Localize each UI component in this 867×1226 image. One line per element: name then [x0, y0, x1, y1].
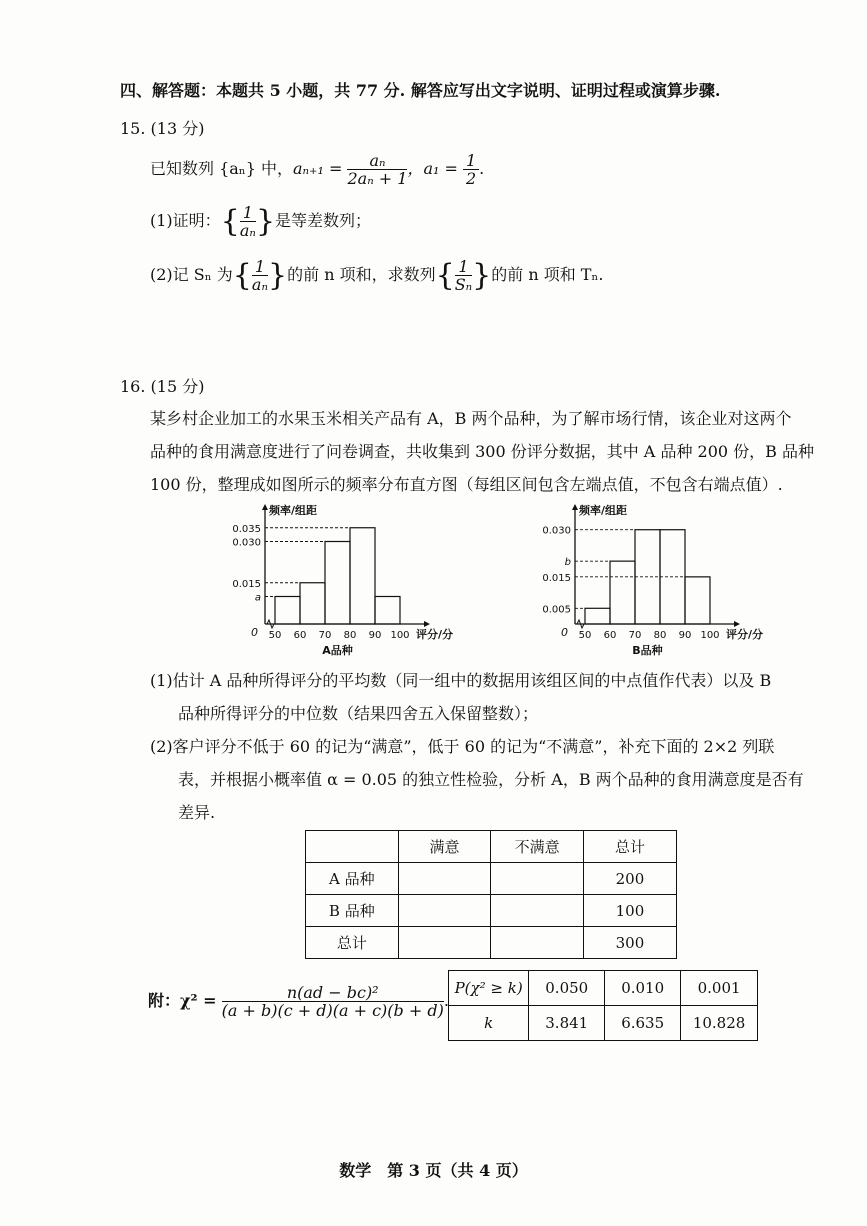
q15-recurrence-fraction	[347, 152, 407, 187]
table-cell	[398, 863, 491, 895]
histogram-bar	[375, 597, 400, 625]
origin-label: 0	[561, 626, 568, 639]
chi-square-end: .	[443, 991, 449, 1010]
table-cell: B 品种	[306, 895, 399, 927]
q15-part2-mid: 的前 n 项和，求数列	[287, 265, 436, 284]
x-tick-label: 90	[368, 630, 382, 641]
q16-part1-line1: (1)估计 A 品种所得评分的平均数（同一组中的数据用该组区间的中点值作代表）以及 B	[150, 671, 772, 690]
table-cell: 10.828	[681, 1006, 758, 1041]
table-cell: 3.841	[529, 1006, 605, 1041]
q15-part1	[150, 204, 371, 239]
y-axis-label: 频率/组距	[269, 504, 318, 517]
q15-recurrence-den: 2aₙ + 1	[347, 169, 408, 188]
left-brace-icon: {	[232, 257, 252, 293]
x-axis-arrow-icon	[734, 621, 740, 627]
y-tick-label: 0.035	[232, 523, 261, 535]
histogram-bar	[585, 608, 610, 624]
q15-a1-num: 1	[463, 152, 479, 170]
appendix-label: 附：χ² =	[148, 991, 217, 1010]
left-brace-icon: {	[220, 203, 240, 239]
table-row	[449, 971, 758, 1006]
table-cell: 0.010	[605, 971, 681, 1006]
x-tick-label: 50	[268, 630, 282, 641]
y-axis-arrow-icon	[572, 504, 578, 510]
q16-part1-line2: 品种所得评分的中位数（结果四舍五入保留整数）；	[178, 704, 539, 723]
x-axis-label: 评分/分	[416, 628, 454, 641]
chi-square-fraction	[222, 984, 444, 1019]
q15-part2-fraction1	[252, 258, 268, 293]
table-cell	[398, 927, 491, 959]
origin-label: 0	[251, 626, 258, 639]
histogram-bar	[325, 542, 350, 625]
q16-part2-line1: (2)客户评分不低于 60 的记为“满意”，低于 60 的记为“不满意”，补充下面的 2×2 列联	[150, 737, 775, 756]
q15-part1-fraction	[240, 204, 256, 239]
table-cell	[306, 831, 399, 863]
table-cell: 满意	[398, 831, 491, 863]
q15-recurrence-num: aₙ	[347, 152, 407, 170]
table-cell: 0.050	[529, 971, 605, 1006]
right-brace-icon: }	[255, 203, 276, 239]
q15-part2-frac2-num: 1	[455, 258, 472, 276]
right-brace-icon: }	[472, 257, 492, 293]
y-tick-label: 0.030	[542, 525, 571, 537]
q15-part1-num: 1	[240, 204, 256, 222]
table-cell: P(χ² ≥ k)	[449, 971, 529, 1006]
table-row	[306, 895, 677, 927]
q16-part2-line2: 表，并根据小概率值 α = 0.05 的独立性检验，分析 A，B 两个品种的食用满意度是否有	[178, 770, 804, 789]
q15-formula-mid: ，a₁ =	[407, 159, 458, 178]
x-tick-label: 70	[628, 630, 642, 641]
chi-square-den: (a + b)(c + d)(a + c)(b + d)	[221, 1001, 444, 1020]
histogram-b	[525, 498, 785, 658]
table-cell: 6.635	[605, 1006, 681, 1041]
x-tick-label: 80	[343, 630, 357, 641]
q15-part1-den: aₙ	[239, 221, 256, 240]
table-cell: 不满意	[491, 831, 584, 863]
q15-intro-prefix: 已知数列 {aₙ} 中，	[150, 159, 293, 178]
table-cell: A 品种	[306, 863, 399, 895]
q15-a1-den: 2	[465, 169, 477, 188]
table-cell: 200	[583, 863, 676, 895]
section-heading: 四、解答题：本题共 5 小题，共 77 分. 解答应写出文字说明、证明过程或演算步骤.	[120, 81, 721, 100]
table-cell: 100	[583, 895, 676, 927]
q15-formula-end: .	[479, 159, 485, 178]
q15-part2-suffix: 的前 n 项和 Tₙ.	[491, 265, 604, 284]
x-tick-label: 100	[700, 630, 720, 641]
q15-formula-lhs: aₙ₊₁ =	[293, 159, 343, 178]
chart-title: A品种	[322, 644, 353, 657]
y-tick-label: 0.030	[232, 537, 261, 549]
x-tick-label: 60	[603, 630, 617, 641]
table-cell: 0.001	[681, 971, 758, 1006]
table-cell	[491, 895, 584, 927]
q15-number: 15. (13 分)	[120, 119, 205, 138]
histogram-bar	[275, 597, 300, 625]
y-axis-arrow-icon	[262, 504, 268, 510]
q15-part1-prefix: (1)证明：	[150, 211, 221, 230]
chart-title: B品种	[632, 644, 663, 657]
table-cell: 300	[583, 927, 676, 959]
left-brace-icon: {	[435, 257, 455, 293]
x-axis-arrow-icon	[424, 621, 430, 627]
histogram-a	[215, 498, 475, 658]
critical-value-table	[448, 970, 758, 1041]
contingency-table	[305, 830, 677, 959]
x-tick-label: 60	[293, 630, 307, 641]
y-axis-label: 频率/组距	[579, 504, 628, 517]
q15-part1-suffix: 是等差数列；	[275, 211, 372, 230]
y-tick-label: 0.005	[542, 604, 571, 616]
table-row	[306, 863, 677, 895]
page-footer: 数学 第 3 页（共 4 页）	[339, 1161, 528, 1180]
q15-part2-prefix: (2)记 Sₙ 为	[150, 265, 233, 284]
table-cell	[398, 895, 491, 927]
table-cell: 总计	[583, 831, 676, 863]
table-header-row	[306, 831, 677, 863]
x-tick-label: 90	[678, 630, 692, 641]
q15-a1-fraction	[463, 152, 479, 187]
histogram-bar	[300, 583, 325, 624]
x-tick-label: 80	[653, 630, 667, 641]
table-cell	[491, 927, 584, 959]
y-tick-label: 0.015	[232, 578, 261, 590]
q15-part2	[150, 258, 603, 293]
q15-intro	[150, 152, 484, 187]
y-tick-label: a	[254, 592, 261, 604]
chi-square-num: n(ad − bc)²	[222, 984, 444, 1002]
table-row	[449, 1006, 758, 1041]
table-row	[306, 927, 677, 959]
histogram-bar	[350, 528, 375, 624]
q15-part2-frac1-num: 1	[252, 258, 268, 276]
q16-part2-line3: 差异.	[178, 803, 216, 822]
q15-part2-frac2-den: Sₙ	[454, 275, 473, 294]
q16-number: 16. (15 分)	[120, 377, 205, 396]
y-tick-label: b	[564, 557, 571, 569]
y-tick-label: 0.015	[542, 572, 571, 584]
x-tick-label: 100	[390, 630, 410, 641]
q16-para-line1: 某乡村企业加工的水果玉米相关产品有 A，B 两个品种，为了解市场行情，该企业对这两个	[150, 409, 792, 428]
table-cell: 总计	[306, 927, 399, 959]
x-axis-label: 评分/分	[726, 628, 764, 641]
histogram-bar	[685, 577, 710, 624]
q16-para-line2: 品种的食用满意度进行了问卷调查，共收集到 300 份评分数据，其中 A 品种 200 份，B 品种	[150, 442, 814, 461]
table-cell	[491, 863, 584, 895]
q15-part2-fraction2	[455, 258, 472, 293]
q16-para-line3: 100 份，整理成如图所示的频率分布直方图（每组区间包含左端点值，不包含右端点值）.	[150, 475, 783, 494]
chi-square-formula	[148, 984, 449, 1019]
histogram-bar	[610, 561, 635, 624]
table-cell: k	[449, 1006, 529, 1041]
q15-part2-frac1-den: aₙ	[251, 275, 268, 294]
x-tick-label: 70	[318, 630, 332, 641]
right-brace-icon: }	[268, 257, 288, 293]
x-tick-label: 50	[578, 630, 592, 641]
